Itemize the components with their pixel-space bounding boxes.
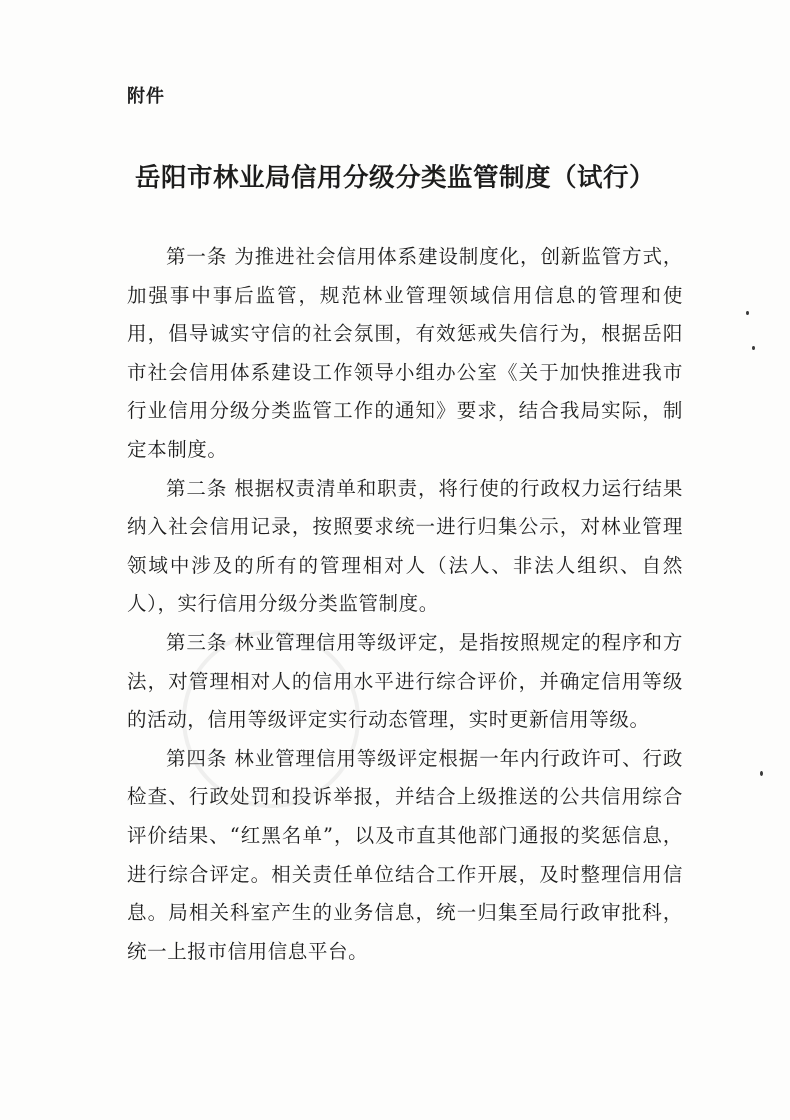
article-3-paragraph: 第三条 林业管理信用等级评定，是指按照规定的程序和方法，对管理相对人的信用水平进行综合评价，并确定信用等级的活动，信用等级评定实行动态管理，实时更新信用等级。 — [127, 630, 683, 732]
article-4-paragraph: 第四条 林业管理信用等级评定根据一年内行政许可、行政检查、行政处罚和投诉举报，并结合上级推送的公共信用综合评价结果、“红黑名单”，以及市直其他部门通报的奖惩信息，进行综合评定。相关责任单位结合工作开展，及时整理信用信息。局相关科室产生的业务信息，统一归集至局行政审批科，统一上报市信用信息平台。 — [127, 746, 683, 963]
scan-speck — [760, 771, 763, 776]
attachment-label: 附件 — [127, 86, 165, 107]
document-body — [127, 238, 683, 971]
scan-speck — [752, 346, 755, 350]
article-1-paragraph: 第一条 为推进社会信用体系建设制度化，创新监管方式，加强事中事后监管，规范林业管理领域信用信息的管理和使用，倡导诚实守信的社会氛围，有效惩戒失信行为，根据岳阳市社会信用体系建设工作领导小组办公室《关于加快推进我市行业信用分级分类监管工作的通知》要求，结合我局实际，制定本制度。 — [127, 245, 683, 461]
scan-speck — [746, 311, 749, 315]
document-title: 岳阳市林业局信用分级分类监管制度（试行） — [134, 163, 655, 193]
article-2-paragraph: 第二条 根据权责清单和职责，将行使的行政权力运行结果纳入社会信用记录，按照要求统一进行归集公示，对林业管理领域中涉及的所有的管理相对人（法人、非法人组织、自然人），实行信用分级分类监管制度。 — [127, 476, 683, 616]
